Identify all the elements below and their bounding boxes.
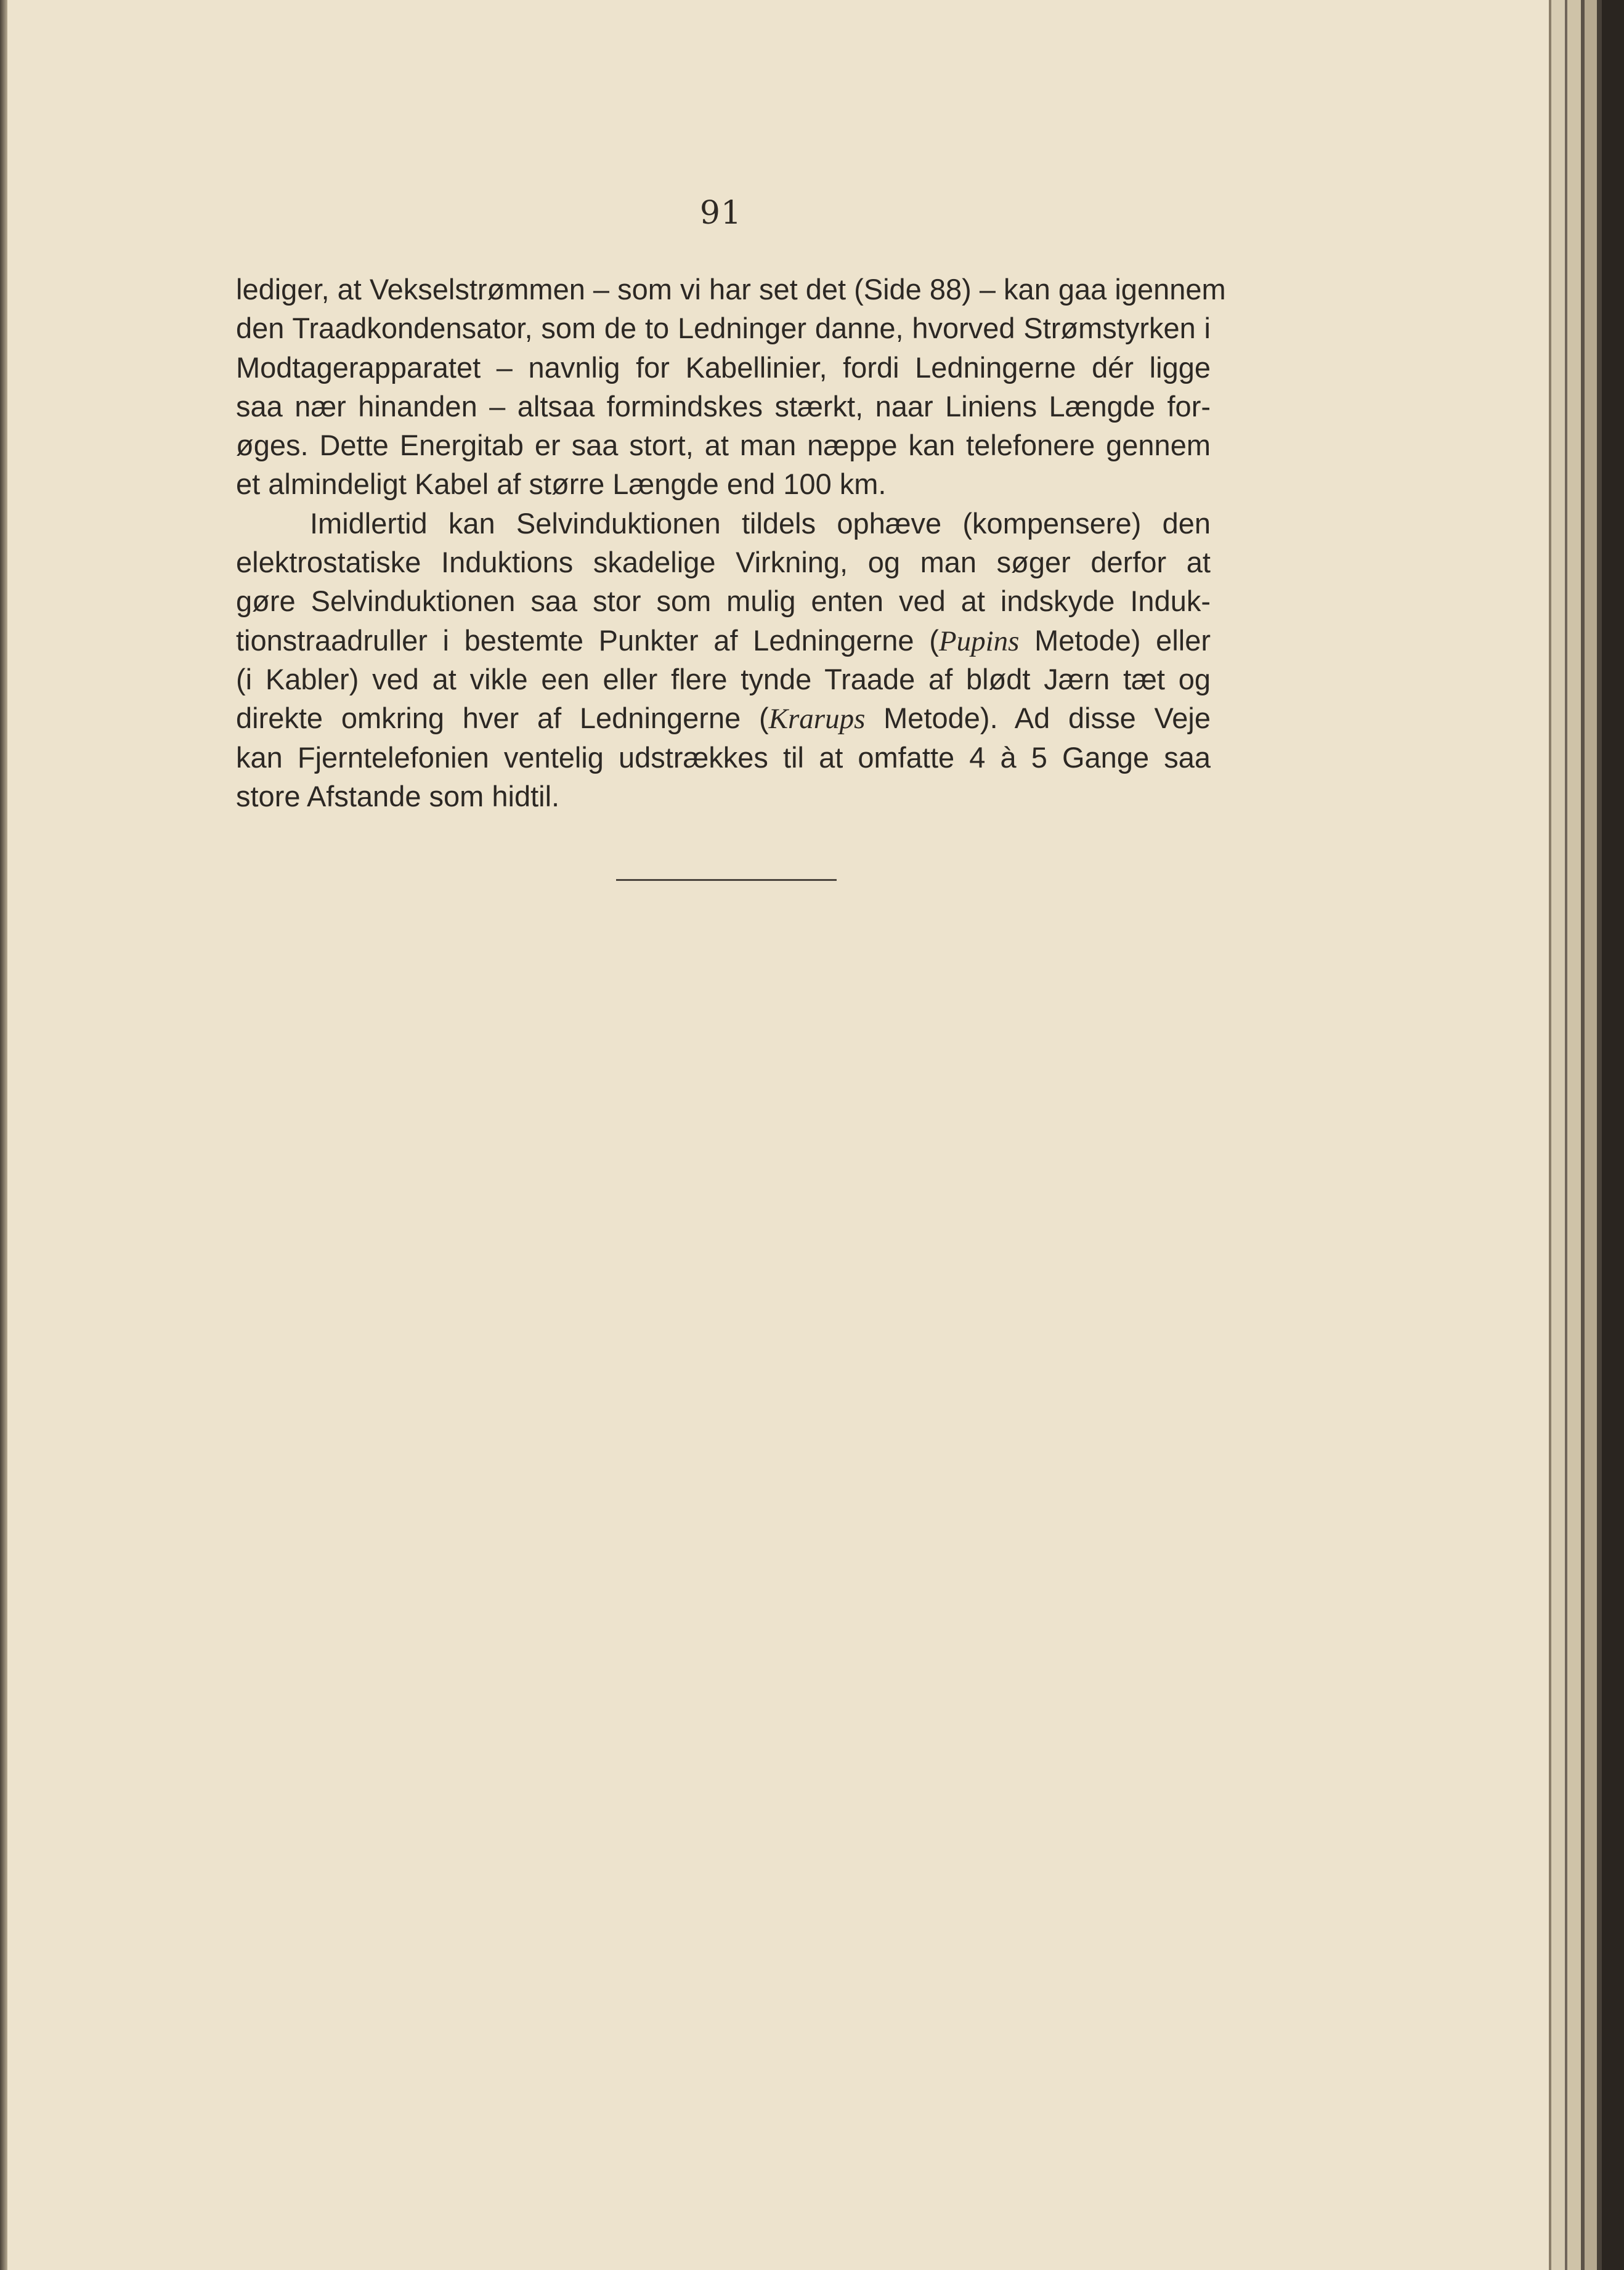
italic-name-krarups: Krarups	[768, 703, 866, 736]
text-fragment: tionstraadruller i bestemte Punkter af Ledningerne (	[236, 623, 939, 657]
text-line: øges. Dette Energitab er saa stort, at man næppe kan telefonere gennem	[236, 429, 1211, 462]
text-line: kan Fjerntelefonien ventelig udstrækkes til at omfatte 4 à 5 Gange saa	[236, 740, 1211, 774]
text-line: Imidlertid kan Selvinduktionen tildels ophæve (kompensere) den	[310, 506, 1211, 540]
text-line: Modtagerapparatet – navnlig for Kabellinier, fordi Ledningerne dér ligge	[236, 351, 1211, 384]
body-text	[236, 270, 1226, 816]
text-line	[236, 699, 1211, 737]
text-line: elektrostatiske Induktions skadelige Virkning, og man søger derfor at	[236, 546, 1211, 579]
text-line: et almindeligt Kabel af større Længde end 100 km.	[236, 468, 887, 501]
italic-name-pupins: Pupins	[938, 625, 1020, 657]
text-line: (i Kabler) ved at vikle een eller flere tynde Traade af blødt Jærn tæt og	[236, 662, 1211, 695]
text-line: store Afstande som hidtil.	[236, 779, 560, 813]
text-line: lediger, at Vekselstrømmen – som vi har set det (Side 88) – kan gaa igennem	[236, 273, 1226, 306]
page-edges	[1538, 0, 1624, 2270]
text-fragment: direkte omkring hver af Ledningerne (	[236, 702, 769, 735]
binding-edge	[0, 0, 7, 2270]
text-line	[236, 621, 1211, 660]
text-line: saa nær hinanden – altsaa formindskes stærkt, naar Liniens Længde for-	[236, 389, 1211, 423]
page-number: 91	[699, 195, 742, 232]
text-line: den Traadkondensator, som de to Ledninger danne, hvorved Strømstyrken i	[236, 312, 1211, 345]
text-fragment: Metode). Ad disse Veje	[865, 702, 1211, 735]
text-line: gøre Selvinduktionen saa stor som mulig enten ved at indskyde Induk-	[236, 585, 1211, 618]
section-end-rule	[616, 879, 837, 881]
text-fragment: Metode) eller	[1019, 623, 1211, 657]
